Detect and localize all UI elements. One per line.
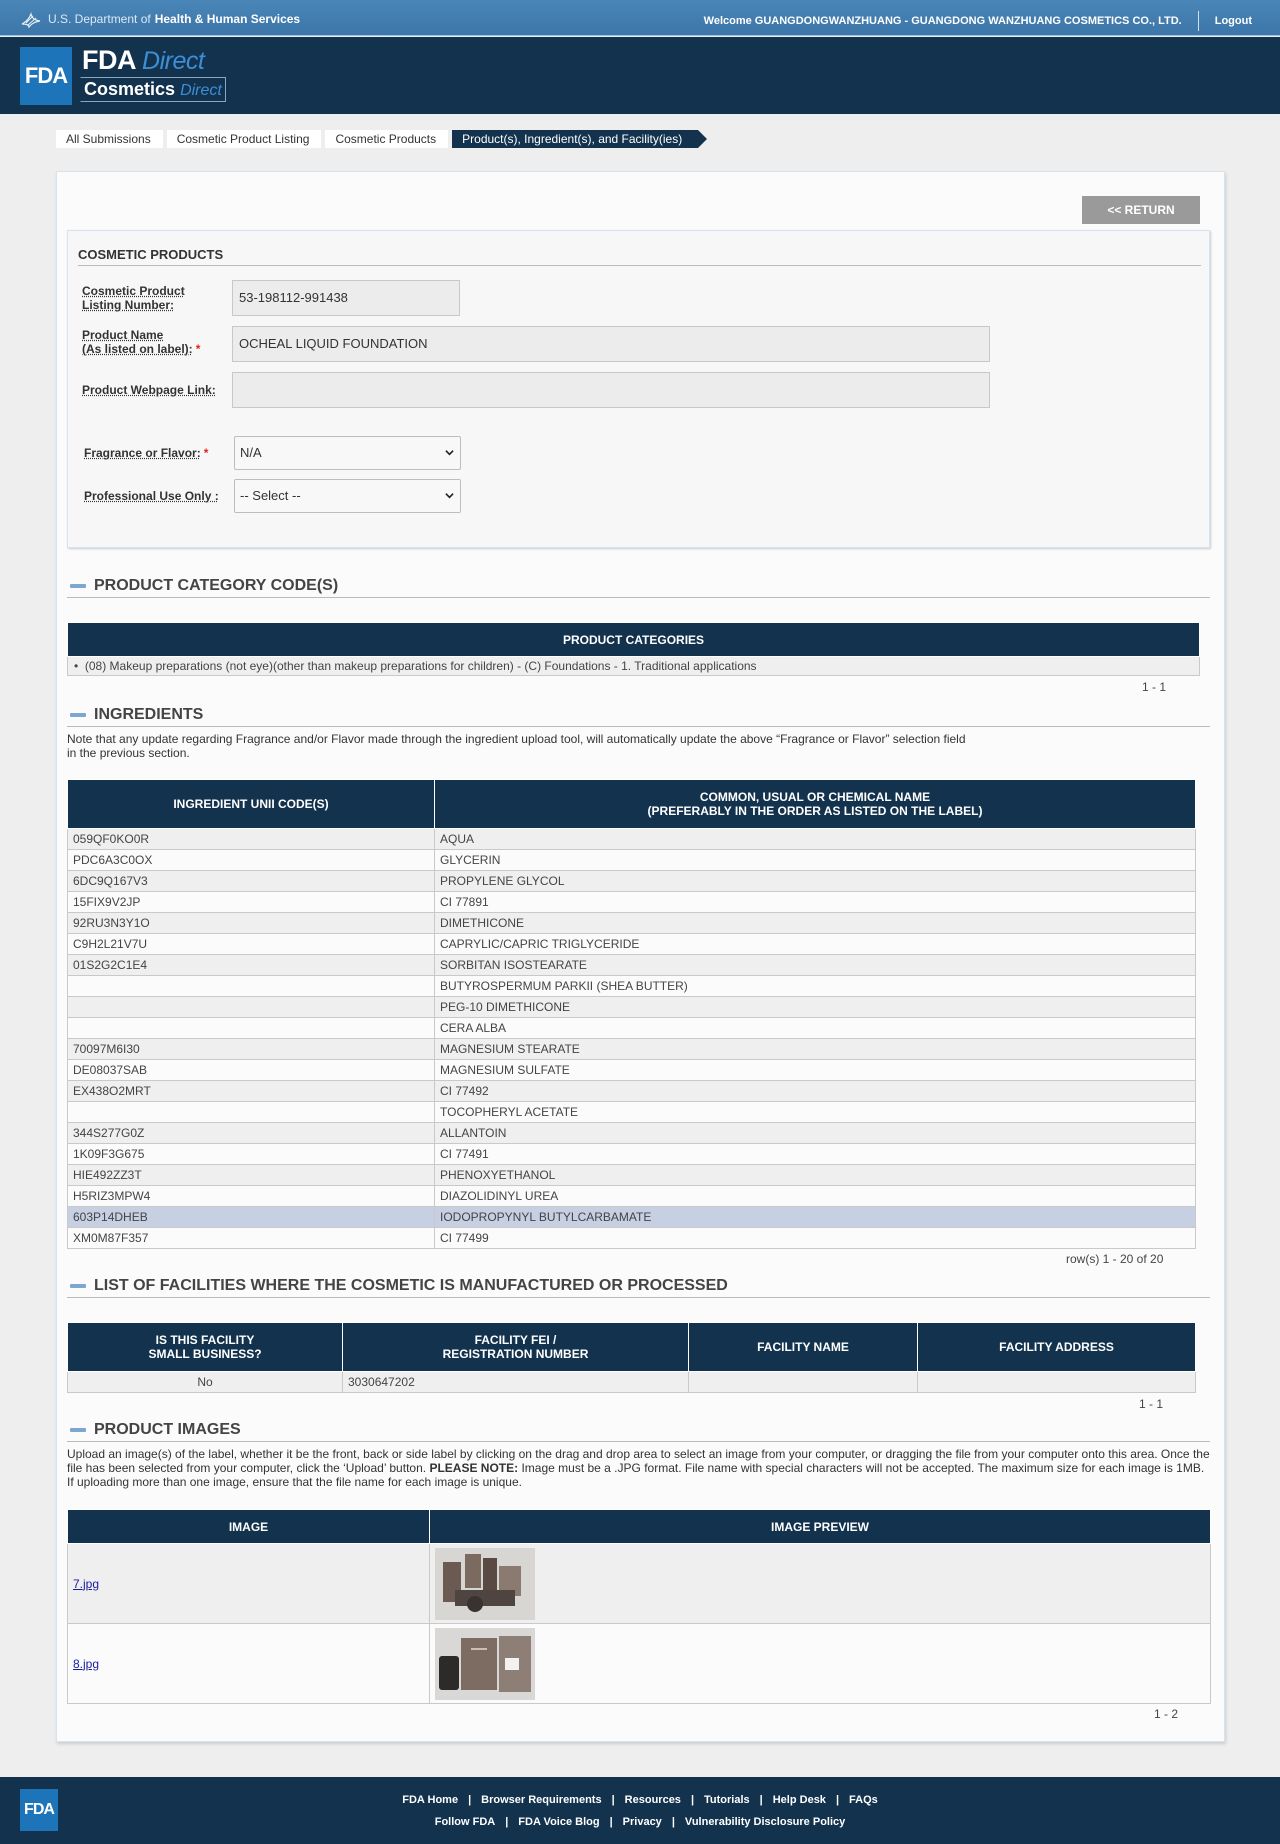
chemical-name-cell: GLYCERIN [435,850,1196,871]
listing-number-label-line2: Listing Number: [82,298,174,312]
cosmetics-direct-logo[interactable] [80,77,226,102]
table-row[interactable] [68,997,1196,1018]
cosmetic-products-title: COSMETIC PRODUCTS [78,247,1201,266]
chemical-name-cell: CI 77491 [435,1144,1196,1165]
facility-address-cell [918,1372,1196,1393]
footer-separator: | [505,1816,509,1828]
table-row[interactable] [68,871,1196,892]
table-row [68,1544,1211,1624]
webpage-link-label: Product Webpage Link: [82,383,216,397]
brand-sub-suffix: Direct [180,82,222,99]
unii-code-cell: H5RIZ3MPW4 [68,1186,435,1207]
unii-code-cell: 603P14DHEB [68,1207,435,1228]
breadcrumb-cosmetic-products[interactable]: Cosmetic Products [325,130,448,148]
unii-code-cell: 6DC9Q167V3 [68,871,435,892]
fei-header-line1: FACILITY FEI / [474,1333,557,1347]
brand-main-suffix: Direct [142,47,205,75]
unii-code-cell: 15FIX9V2JP [68,892,435,913]
chemical-name-cell: CI 77891 [435,892,1196,913]
footer-separator: | [609,1816,613,1828]
topbar-divider [1198,11,1199,31]
table-row[interactable] [68,1102,1196,1123]
small-business-header-line1: IS THIS FACILITY [155,1333,255,1347]
chemical-name-cell: CAPRYLIC/CAPRIC TRIGLYCERIDE [435,934,1196,955]
agency-prefix: U.S. Department of [48,12,151,26]
chemical-name-cell: CI 77492 [435,1081,1196,1102]
collapse-icon[interactable] [70,713,86,717]
unii-code-cell [68,1018,435,1039]
footer-link-fda-voice-blog[interactable]: FDA Voice Blog [518,1816,600,1828]
table-row[interactable] [68,1060,1196,1081]
chemical-name-cell: TOCOPHERYL ACETATE [435,1102,1196,1123]
footer-link-vulnerability-disclosure-policy[interactable]: Vulnerability Disclosure Policy [684,1816,846,1828]
facilities-section-title: LIST OF FACILITIES WHERE THE COSMETIC IS MANUFACTURED OR PROCESSED [94,1277,728,1294]
table-row[interactable] [68,1372,1196,1393]
unii-code-cell: HIE492ZZ3T [68,1165,435,1186]
professional-use-select[interactable] [234,479,461,513]
facilities-table [67,1322,1196,1393]
category-pager: 1 - 1 [1142,680,1167,694]
unii-code-cell: 92RU3N3Y1O [68,913,435,934]
footer-separator: | [759,1794,763,1806]
footer-separator: | [671,1816,675,1828]
chemical-name-cell: SORBITAN ISOSTEARATE [435,955,1196,976]
unii-code-cell [68,976,435,997]
ingredients-section-title: INGREDIENTS [94,706,204,723]
hhs-top-bar [0,0,1280,36]
footer-link-resources[interactable]: Resources [624,1794,681,1806]
fragrance-label-text: Fragrance or Flavor: [84,446,201,460]
chemical-name-cell: PEG-10 DIMETHICONE [435,997,1196,1018]
category-section-title: PRODUCT CATEGORY CODE(S) [94,577,339,594]
small-business-column-header[interactable] [68,1323,343,1372]
footer-link-faqs[interactable]: FAQs [849,1794,878,1806]
images-section-title: PRODUCT IMAGES [94,1421,241,1438]
footer-separator: | [611,1794,615,1806]
welcome-text: Welcome GUANGDONGWANZHUANG - GUANGDONG WANZHUANG COSMETICS CO., LTD. [703,15,1182,27]
table-row[interactable] [68,1144,1196,1165]
chemical-name-header-line1: COMMON, USUAL OR CHEMICAL NAME [699,790,931,804]
chevron-down-icon [445,448,454,457]
table-row[interactable] [68,1165,1196,1186]
facilities-pager: 1 - 1 [1139,1397,1164,1411]
image-file-link[interactable]: 7.jpg [73,1576,100,1591]
image-file-link[interactable]: 8.jpg [73,1656,100,1671]
images-pager: 1 - 2 [1154,1707,1179,1721]
breadcrumb [56,130,702,148]
unii-code-cell: 70097M6I30 [68,1039,435,1060]
fei-header-line2: REGISTRATION NUMBER [442,1347,589,1361]
category-table [67,622,1200,676]
breadcrumb-cosmetic-product-listing[interactable]: Cosmetic Product Listing [167,130,322,148]
return-button[interactable]: << RETURN [1082,196,1200,224]
breadcrumb-all-submissions[interactable]: All Submissions [56,130,163,148]
images-table [67,1509,1211,1704]
webpage-link-field[interactable] [232,372,990,408]
collapse-icon[interactable] [70,584,86,588]
footer-separator: | [690,1794,695,1806]
table-row[interactable] [68,829,1196,850]
brand-sub: Cosmetics [84,79,176,99]
listing-number-label-line1: Cosmetic Product [82,284,185,298]
images-note-line2a: file has been selected from your computer, click the ‘Upload’ button. [67,1461,427,1475]
required-marker: * [195,342,201,356]
chemical-name-cell: DIMETHICONE [435,913,1196,934]
table-row[interactable] [68,1228,1196,1249]
chemical-name-cell: CI 77499 [435,1228,1196,1249]
chemical-name-cell: IODOPROPYNYL BUTYLCARBAMATE [435,1207,1196,1228]
table-row[interactable] [68,1039,1196,1060]
product-name-label [82,328,200,356]
category-item-text: (08) Makeup preparations (not eye)(other than makeup preparations for children) - (C) Foundations - 1. Traditional applications [84,659,757,673]
footer-links-row1 [0,1794,1280,1806]
footer-link-privacy[interactable]: Privacy [622,1816,662,1828]
images-note [67,1447,1212,1489]
images-section-header[interactable] [67,1421,1210,1442]
unii-code-column-header[interactable]: INGREDIENT UNII CODE(S) [68,780,435,829]
footer-separator: | [835,1794,840,1806]
professional-use-select-value: -- Select -- [240,488,301,503]
site-header [0,37,1280,114]
site-footer [0,1777,1280,1844]
unii-code-cell [68,997,435,1018]
image-file-cell [68,1544,430,1624]
table-row[interactable] [68,934,1196,955]
table-row[interactable] [68,1081,1196,1102]
main-panel [56,171,1225,1742]
image-preview-column-header[interactable]: IMAGE PREVIEW [430,1510,1211,1544]
listing-number-label [82,284,185,312]
fragrance-select[interactable] [234,436,461,470]
hhs-eagle-icon [20,10,42,28]
table-row[interactable] [68,1018,1196,1039]
images-note-line3: If uploading more than one image, ensure that the file name for each image is unique. [67,1475,522,1489]
product-name-label-line2: (As listed on label): [82,342,193,356]
product-name-label-line1: Product Name [82,328,164,342]
unii-code-cell: XM0M87F357 [68,1228,435,1249]
images-note-please-note: PLEASE NOTE: [429,1461,519,1475]
footer-link-fda-home[interactable]: FDA Home [402,1794,459,1806]
image-column-header[interactable]: IMAGE [68,1510,430,1544]
product-photo-thumbnail[interactable] [435,1628,535,1700]
ingredients-note-line1: Note that any update regarding Fragrance and/or Flavor made through the ingredient upload tool, will automatically update the above “Fragrance or Flavor” selection field [67,732,966,746]
table-row[interactable] [68,1207,1196,1228]
footer-fda-logo[interactable]: FDA [20,1789,58,1831]
required-marker: * [203,446,209,460]
fda-logo[interactable]: FDA [20,47,72,105]
breadcrumb-current: Product(s), Ingredient(s), and Facility(ies) [452,130,698,148]
footer-separator: | [468,1794,472,1806]
ingredients-pager: row(s) 1 - 20 of 20 [1066,1252,1164,1266]
agency-name: Health & Human Services [154,12,301,26]
cosmetic-products-box [67,230,1210,548]
footer-link-browser-requirements[interactable]: Browser Requirements [481,1794,602,1806]
footer-links-row2 [0,1816,1280,1828]
fei-column-header[interactable] [343,1323,689,1372]
product-photo-thumbnail[interactable] [435,1548,535,1620]
fei-cell: 3030647202 [343,1372,689,1393]
logout-link[interactable]: Logout [1214,15,1252,27]
chemical-name-column-header[interactable] [435,780,1196,829]
chemical-name-cell: AQUA [435,829,1196,850]
footer-link-tutorials[interactable]: Tutorials [704,1794,750,1806]
table-row[interactable] [68,850,1196,871]
table-row[interactable] [68,955,1196,976]
chemical-name-cell: ALLANTOIN [435,1123,1196,1144]
table-row [68,1624,1211,1704]
image-preview-cell [430,1544,1211,1624]
small-business-header-line2: SMALL BUSINESS? [148,1347,262,1361]
images-note-line2c: Image must be a .JPG format. File name with special characters will not be accepted. The maximum size for each image is 1MB. [521,1461,1205,1475]
unii-code-cell: PDC6A3C0OX [68,850,435,871]
unii-code-cell: EX438O2MRT [68,1081,435,1102]
unii-code-cell: 01S2G2C1E4 [68,955,435,976]
chemical-name-cell: PHENOXYETHANOL [435,1165,1196,1186]
unii-code-cell: 059QF0KO0R [68,829,435,850]
table-row[interactable] [68,1186,1196,1207]
category-column-header[interactable]: PRODUCT CATEGORIES [68,623,1200,657]
ingredients-section-header[interactable] [67,706,1210,727]
category-item: • (08) Makeup preparations (not eye)(other than makeup preparations for children) - (C) Foundations - 1. Traditional applications [68,657,1200,676]
ingredients-table [67,779,1196,1249]
footer-link-help-desk[interactable]: Help Desk [772,1794,826,1806]
images-note-line1: Upload an image(s) of the label, whether it be the front, back or side label by clicking on the drag and drop area to select an image from your computer, or dragging the file from your computer onto this area. Once the [67,1447,1210,1461]
fragrance-select-value: N/A [240,445,262,460]
table-row[interactable] [68,1123,1196,1144]
chemical-name-cell: CERA ALBA [435,1018,1196,1039]
image-file-cell [68,1624,430,1704]
hhs-agency[interactable] [20,10,300,28]
footer-link-follow-fda[interactable]: Follow FDA [434,1816,496,1828]
chemical-name-cell: BUTYROSPERMUM PARKII (SHEA BUTTER) [435,976,1196,997]
table-row[interactable] [68,913,1196,934]
professional-use-label: Professional Use Only : [84,489,219,503]
chemical-name-cell: MAGNESIUM STEARATE [435,1039,1196,1060]
unii-code-cell: 1K09F3G675 [68,1144,435,1165]
chemical-name-header-line2: (PREFERABLY IN THE ORDER AS LISTED ON THE LABEL) [647,804,983,818]
small-business-cell: No [68,1372,343,1393]
facilities-section-header[interactable] [67,1277,1210,1298]
facility-address-column-header[interactable]: FACILITY ADDRESS [918,1323,1196,1372]
image-preview-cell [430,1624,1211,1704]
ingredients-note [67,732,966,760]
facility-name-column-header[interactable]: FACILITY NAME [689,1323,918,1372]
unii-code-cell: DE08037SAB [68,1060,435,1081]
product-name-field[interactable]: OCHEAL LIQUID FOUNDATION [232,326,990,362]
chemical-name-cell: MAGNESIUM SULFATE [435,1060,1196,1081]
listing-number-field[interactable]: 53-198112-991438 [232,280,460,316]
table-row[interactable] [68,976,1196,997]
category-section-header[interactable] [67,577,1210,598]
chemical-name-cell: PROPYLENE GLYCOL [435,871,1196,892]
fda-direct-logo[interactable] [82,45,204,76]
collapse-icon[interactable] [70,1428,86,1432]
brand-main: FDA [82,45,135,75]
table-row[interactable] [68,892,1196,913]
unii-code-cell: 344S277G0Z [68,1123,435,1144]
unii-code-cell [68,1102,435,1123]
unii-code-cell: C9H2L21V7U [68,934,435,955]
collapse-icon[interactable] [70,1284,86,1288]
ingredients-note-line2: in the previous section. [67,746,190,760]
chemical-name-cell: DIAZOLIDINYL UREA [435,1186,1196,1207]
facility-name-cell [689,1372,918,1393]
fragrance-label [84,446,208,460]
chevron-down-icon [445,491,454,500]
